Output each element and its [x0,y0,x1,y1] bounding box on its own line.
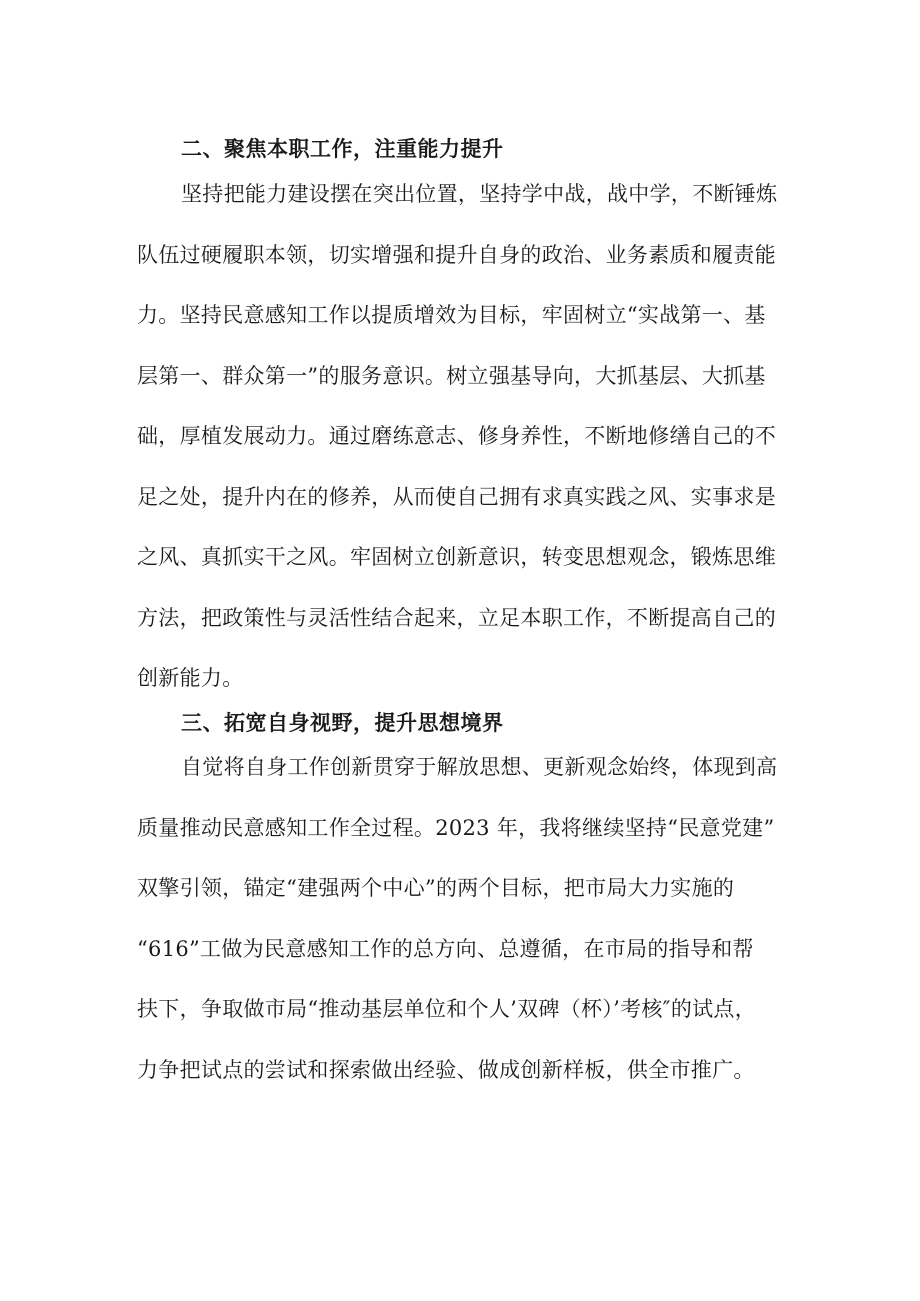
paragraph-line: 自觉将自身工作创新贯穿于解放思想、更新观念始终，体现到高 [181,755,778,779]
paragraph-line: 力。坚持民意感知工作以提质增效为目标，牢固树立“实战第一、基 [137,303,766,327]
paragraph-line: 创新能力。 [137,666,244,690]
paragraph-line: 之风、真抓实干之风。牢固树立创新意识，转变思想观念，锻炼思维 [137,545,776,569]
paragraph-line: 础，厚植发展动力。通过磨练意志、修身养性，不断地修缮自己的不 [137,424,776,448]
paragraph-line: 方法，把政策性与灵活性结合起来，立足本职工作，不断提高自己的 [137,605,776,630]
paragraph-line: 坚持把能力建设摆在突出位置，坚持学中战，战中学，不断锤炼 [181,182,778,206]
paragraph-line: 扶下，争取做市局“推动基层单位和个人’双碑（杯）’考核″的试点， [137,997,757,1021]
paragraph-line: 双擎引领，锚定“建强两个中心”的两个目标，把市局大力实施的 [137,876,735,900]
paragraph-line: 队伍过硬履职本领，切实增强和提升自身的政治、业务素质和履责能 [137,242,776,267]
paragraph-line: 足之处，提升内在的修养，从而使自己拥有求真实践之风、实事求是 [137,484,776,509]
paragraph-line: 层第一、群众第一”的服务意识。树立强基导向，大抓基层、大抓基 [137,363,766,388]
section-2-heading: 二、聚焦本职工作，注重能力提升 [181,137,504,161]
paragraph-line: 力争把试点的尝试和探索做出经验、做成创新样板，供全市推广。 [137,1057,755,1082]
section-3-paragraph [137,751,797,1114]
section-2-paragraph [137,178,797,723]
paragraph-line: “616”工做为民意感知工作的总方向、总遵循，在市局的指导和帮 [137,936,754,961]
paragraph-line: 质量推动民意感知工作全过程。2023 年，我将继续坚持“民意党建” [137,815,775,840]
section-3-heading: 三、拓宽自身视野，提升思想境界 [181,711,504,735]
